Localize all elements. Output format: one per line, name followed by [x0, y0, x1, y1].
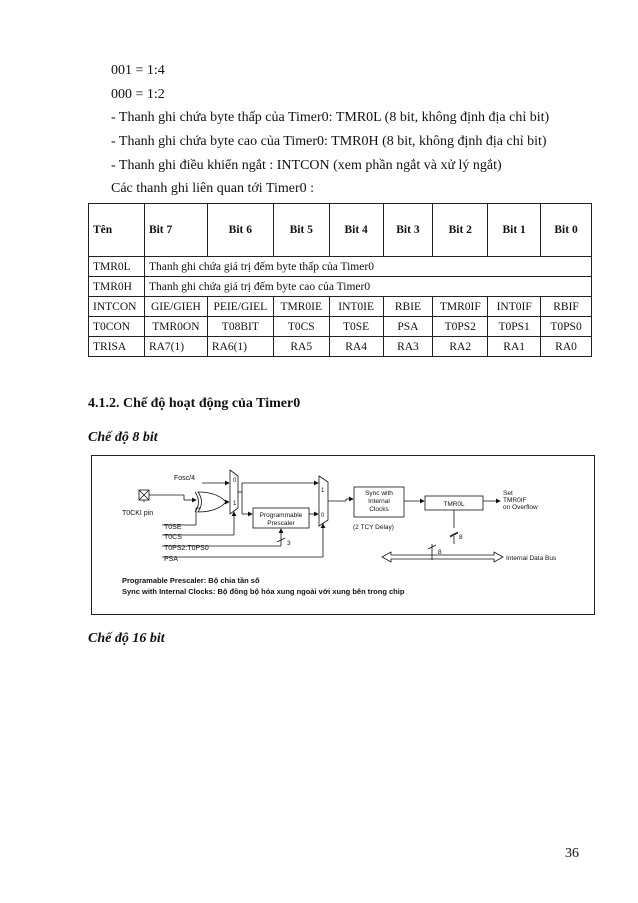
header-name: Tên [89, 204, 145, 257]
label-t0ps: T0PS2:T0PS0 [164, 545, 209, 552]
label-sync-2: Internal [368, 498, 390, 505]
label-fosc: Fosc/4 [174, 475, 196, 482]
label-mux1-0: 0 [233, 478, 237, 484]
legend-sync: Sync with Internal Clocks: Bộ đồng bộ hóa xung ngoài với xung bên trong chip [122, 587, 405, 596]
label-delay: (2 TCY Delay) [353, 524, 394, 531]
data-bus-icon [382, 552, 503, 562]
label-sync-1: Sync with [365, 490, 393, 497]
text-line-intcon: - Thanh ghi điều khiển ngắt : INTCON (xem phần ngắt và xử lý ngắt) [111, 158, 502, 173]
label-sync-3: Clocks [369, 506, 389, 513]
label-t0se: T0SE [164, 524, 182, 531]
cell: T0PS2 [433, 317, 488, 337]
text-line-tmr0h: - Thanh ghi chứa byte cao của Timer0: TMR0H (8 bit, không định địa chỉ bit) [111, 134, 547, 149]
header-bit0: Bit 0 [541, 204, 592, 257]
label-tmr0l: TMR0L [443, 501, 465, 508]
header-bit2: Bit 2 [433, 204, 488, 257]
cell: RA3 [383, 337, 433, 357]
cell: RA4 [329, 337, 383, 357]
cell: RA0 [541, 337, 592, 357]
label-prescaler-1: Programmable [259, 512, 303, 519]
label-bus: Internal Data Bus [506, 555, 557, 562]
cell: RA5 [273, 337, 329, 357]
table-header-row [89, 204, 592, 257]
row-description: Thanh ghi chứa giá trị đếm byte cao của Timer0 [144, 277, 591, 297]
header-bit7: Bit 7 [144, 204, 207, 257]
cell: INT0IF [488, 297, 541, 317]
mux1-icon [230, 470, 238, 514]
label-set-2: TMR0IF [503, 497, 527, 504]
register-table [88, 203, 592, 357]
timer0-8bit-diagram [91, 455, 595, 615]
cell: INT0IE [329, 297, 383, 317]
cell: TMR0IE [273, 297, 329, 317]
section-heading: 4.1.2. Chế độ hoạt động của Timer0 [88, 396, 301, 411]
cell: RA6(1) [207, 337, 273, 357]
label-mux2-0: 0 [321, 513, 325, 519]
label-8b: 8 [438, 549, 442, 556]
table-row [89, 337, 592, 357]
cell: RBIE [383, 297, 433, 317]
row-description: Thanh ghi chứa giá trị đếm byte thấp của Timer0 [144, 257, 591, 277]
label-8a: 8 [459, 534, 463, 541]
cell: RA1 [488, 337, 541, 357]
cell: GIE/GIEH [144, 297, 207, 317]
header-bit3: Bit 3 [383, 204, 433, 257]
label-3: 3 [287, 540, 291, 547]
label-set-1: Set [503, 490, 513, 497]
cell: T0SE [329, 317, 383, 337]
table-row [89, 257, 592, 277]
cell: RBIF [541, 297, 592, 317]
cell: RA2 [433, 337, 488, 357]
xor-gate-icon [195, 492, 199, 512]
table-row [89, 277, 592, 297]
cell: T0CS [273, 317, 329, 337]
label-set-3: on Overflow [503, 504, 538, 511]
page-number: 36 [565, 846, 579, 861]
text-line-tmr0l: - Thanh ghi chứa byte thấp của Timer0: TMR0L (8 bit, không định địa chỉ bit) [111, 110, 550, 125]
legend-prescaler: Programable Prescaler: Bộ chia tần số [122, 576, 260, 585]
label-mux2-1: 1 [321, 488, 325, 494]
label-t0cki: T0CKI pin [122, 510, 154, 517]
subheading-16bit: Chế độ 16 bit [88, 631, 165, 646]
row-name: TMR0L [89, 257, 145, 277]
text-line-related-registers: Các thanh ghi liên quan tới Timer0 : [111, 181, 314, 196]
header-bit1: Bit 1 [488, 204, 541, 257]
cell: PEIE/GIEL [207, 297, 273, 317]
cell: TMR0ON [144, 317, 207, 337]
row-name: INTCON [89, 297, 145, 317]
row-name: T0CON [89, 317, 145, 337]
header-bit5: Bit 5 [273, 204, 329, 257]
subheading-8bit: Chế độ 8 bit [88, 430, 158, 445]
table-row [89, 297, 592, 317]
cell: T0PS0 [541, 317, 592, 337]
cell: T08BIT [207, 317, 273, 337]
cell: TMR0IF [433, 297, 488, 317]
cell: RA7(1) [144, 337, 207, 357]
header-bit4: Bit 4 [329, 204, 383, 257]
cell: PSA [383, 317, 433, 337]
table-row [89, 317, 592, 337]
text-line-prescale-000: 000 = 1:2 [111, 87, 165, 102]
label-mux1-1: 1 [233, 501, 237, 507]
cell: T0PS1 [488, 317, 541, 337]
row-name: TMR0H [89, 277, 145, 297]
label-psa: PSA [164, 556, 179, 563]
row-name: TRISA [89, 337, 145, 357]
header-bit6: Bit 6 [207, 204, 273, 257]
text-line-prescale-001: 001 = 1:4 [111, 63, 165, 78]
label-t0cs: T0CS [164, 534, 182, 541]
label-prescaler-2: Prescaler [267, 520, 295, 527]
